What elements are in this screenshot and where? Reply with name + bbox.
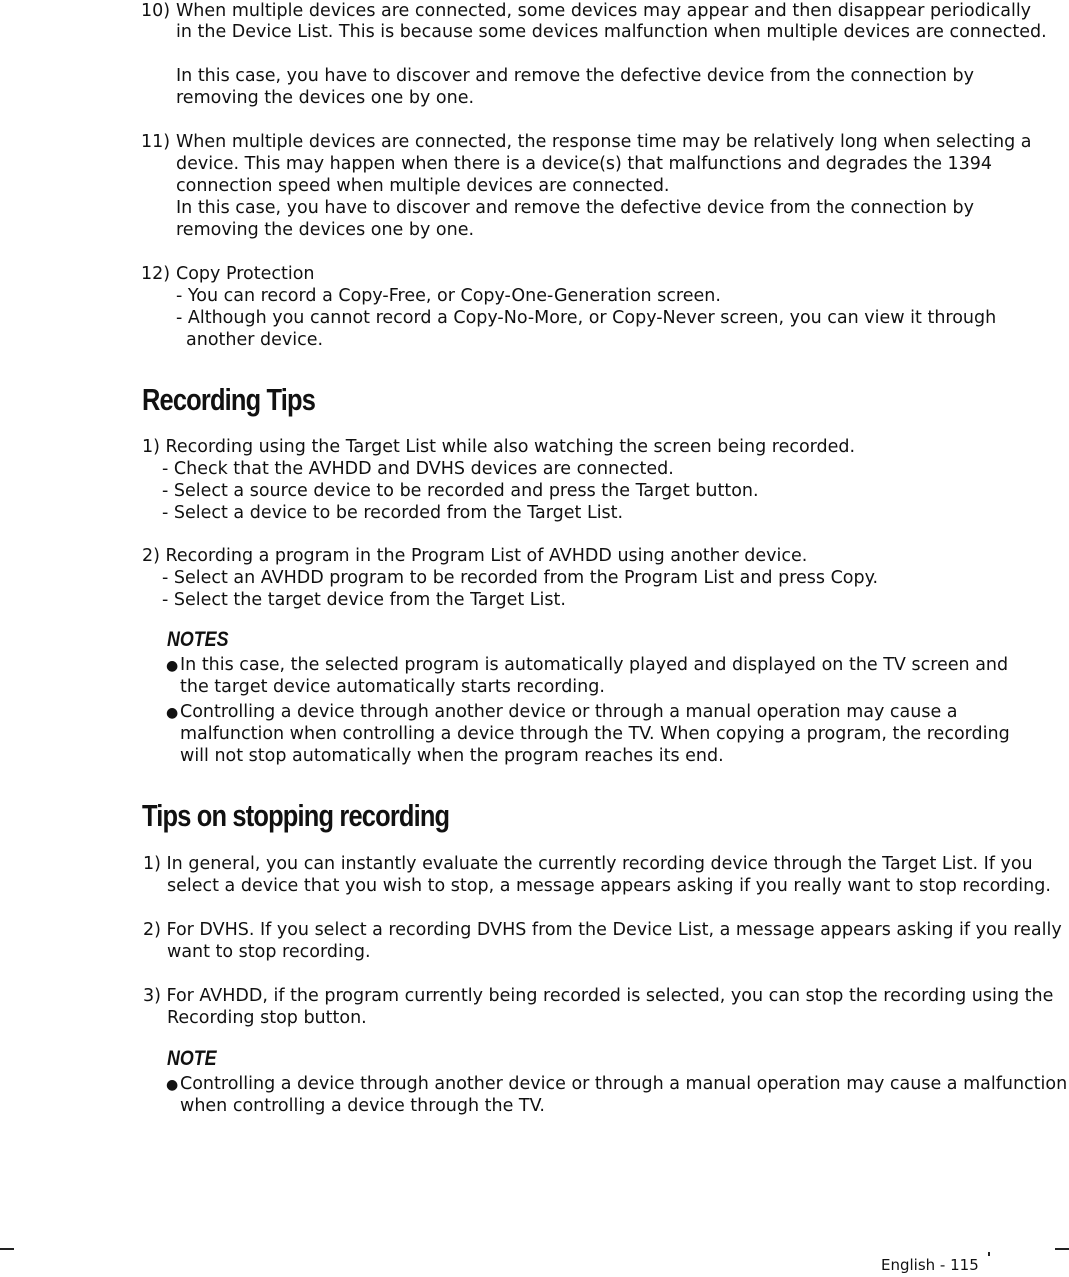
recording-tips-heading: Recording Tips (142, 382, 316, 417)
item-11-number: 11) (141, 132, 171, 152)
recording-tip-1-line: - Select a source device to be recorded and press the Target button. (162, 481, 759, 501)
recording-tip-2-line: - Select an AVHDD program to be recorded from the Program List and press Copy. (162, 568, 879, 588)
item-10-line: in the Device List. This is because some devices malfunction when multiple devices are connected. (176, 22, 1047, 42)
stopping-tip-1-line: select a device that you wish to stop, a message appears asking if you really want to stop recording. (167, 876, 1051, 896)
item-10-number: 10) (141, 1, 171, 21)
item-12-line: - You can record a Copy-Free, or Copy-One-Generation screen. (176, 286, 721, 306)
recording-tip-2-line: 2) Recording a program in the Program List of AVHDD using another device. (142, 546, 808, 566)
note-line: will not stop automatically when the program reaches its end. (180, 746, 724, 766)
item-11-line: When multiple devices are connected, the response time may be relatively long when selecting a (176, 132, 1032, 152)
stopping-tip-3-line: 3) For AVHDD, if the program currently being recorded is selected, you can stop the recording using the (143, 986, 1054, 1006)
bullet-icon: ● (166, 705, 179, 721)
stopping-tip-2-line: 2) For DVHS. If you select a recording DVHS from the Device List, a message appears asking if you really (143, 920, 1062, 940)
item-10-line: removing the devices one by one. (176, 88, 475, 108)
recording-tip-1-line: - Check that the AVHDD and DVHS devices are connected. (162, 459, 674, 479)
item-10-line: When multiple devices are connected, some devices may appear and then disappear periodically (176, 1, 1032, 21)
item-11-line: device. This may happen when there is a device(s) that malfunctions and degrades the 1394 (176, 154, 993, 174)
recording-tip-1-line: - Select a device to be recorded from the Target List. (162, 503, 624, 523)
stopping-tip-2-line: want to stop recording. (167, 942, 371, 962)
recording-tip-2-line: - Select the target device from the Target List. (162, 590, 566, 610)
recording-tip-1-line: 1) Recording using the Target List while also watching the screen being recorded. (142, 437, 856, 457)
bullet-icon: ● (166, 1077, 179, 1093)
item-11-line: In this case, you have to discover and remove the defective device from the connection by (176, 198, 974, 218)
crop-mark (0, 1248, 14, 1250)
note-label: NOTE (167, 1047, 217, 1070)
item-12-line: Copy Protection (176, 264, 315, 284)
note-line: the target device automatically starts recording. (180, 677, 605, 697)
item-11-line: removing the devices one by one. (176, 220, 475, 240)
page-number: English - 115 (881, 1256, 979, 1274)
stopping-tip-3-line: Recording stop button. (167, 1008, 367, 1028)
note-line: malfunction when controlling a device through the TV. When copying a program, the recording (180, 724, 1010, 744)
note-line: In this case, the selected program is automatically played and displayed on the TV screen and (180, 655, 1009, 675)
crop-mark (1055, 1248, 1069, 1250)
item-12-line: another device. (186, 330, 324, 350)
item-10-line: In this case, you have to discover and remove the defective device from the connection by (176, 66, 974, 86)
note-line: when controlling a device through the TV. (180, 1096, 545, 1116)
stopping-tips-heading: Tips on stopping recording (142, 798, 450, 833)
bullet-icon: ● (166, 658, 179, 674)
note-line: Controlling a device through another device or through a manual operation may cause a malfunction (180, 1074, 1068, 1094)
item-12-number: 12) (141, 264, 171, 284)
item-12-line: - Although you cannot record a Copy-No-More, or Copy-Never screen, you can view it through (176, 308, 997, 328)
crop-mark (988, 1252, 990, 1256)
stopping-tip-1-line: 1) In general, you can instantly evaluate the currently recording device through the Target List. If you (143, 854, 1033, 874)
notes-label: NOTES (167, 628, 229, 651)
note-line: Controlling a device through another device or through a manual operation may cause a (180, 702, 958, 722)
item-11-line: connection speed when multiple devices are connected. (176, 176, 670, 196)
